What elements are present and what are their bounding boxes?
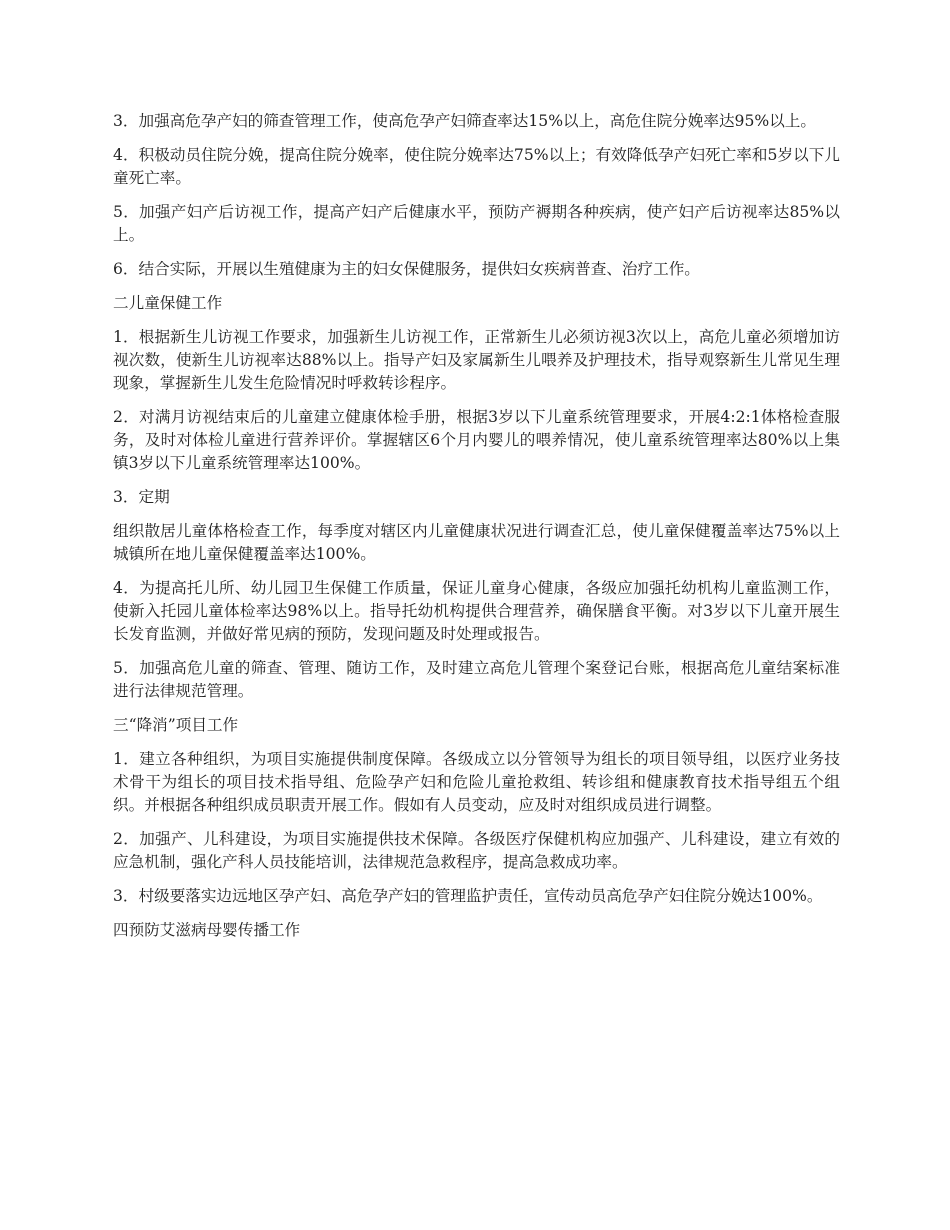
paragraph-hospital-delivery: 4．积极动员住院分娩，提高住院分娩率，使住院分娩率达75%以上；有效降低孕产妇死亡率和5岁以下儿童死亡率。 — [113, 146, 840, 187]
section-heading-project-work: 三“降消”项目工作 — [113, 716, 239, 734]
paragraph-high-risk-children: 5．加强高危儿童的筛查、管理、随访工作，及时建立高危儿管理个案登记台账，根据高危儿童结案标准进行法律规范管理。 — [113, 659, 840, 700]
paragraph-postpartum-visit: 5．加强产妇产后访视工作，提高产妇产后健康水平，预防产褥期各种疾病，使产妇产后访视率达85%以上。 — [113, 203, 840, 244]
paragraph-village-level: 3．村级要落实边远地区孕产妇、高危孕产妇的管理监护责任，宣传动员高危孕产妇住院分娩达100%。 — [113, 887, 823, 905]
paragraph-obstetrics-pediatrics: 2．加强产、儿科建设，为项目实施提供技术保障。各级医疗保健机构应加强产、儿科建设，建立有效的应急机制，强化产科人员技能培训，法律规范急救程序，提高急救成功率。 — [113, 830, 840, 871]
document-page — [113, 110, 840, 953]
section-heading-child-health: 二儿童保健工作 — [113, 294, 223, 312]
paragraph-regular: 3．定期 — [113, 488, 170, 506]
paragraph-high-risk-screening: 3．加强高危孕产妇的筛查管理工作，使高危孕产妇筛查率达15%以上，高危住院分娩率达95%以上。 — [113, 112, 816, 130]
paragraph-kindergarten-health: 4．为提高托儿所、幼儿园卫生保健工作质量，保证儿童身心健康，各级应加强托幼机构儿童监测工作，使新入托园儿童体检率达98%以上。指导托幼机构提供合理营养，确保膳食平衡。对3岁以下儿童开展生长发育监测，并做好常见病的预防，发现问题及时处理或报告。 — [113, 579, 840, 643]
paragraph-scattered-children-exam: 组织散居儿童体格检查工作，每季度对辖区内儿童健康状况进行调查汇总，使儿童保健覆盖率达75%以上城镇所在地儿童保健覆盖率达100%。 — [113, 522, 840, 563]
paragraph-newborn-visit: 1．根据新生儿访视工作要求，加强新生儿访视工作，正常新生儿必须访视3次以上，高危儿童必须增加访视次数，使新生儿访视率达88%以上。指导产妇及家属新生儿喂养及护理技术，指导观察新生儿常见生理现象，掌握新生儿发生危险情况时呼救转诊程序。 — [113, 328, 840, 392]
paragraph-organization-setup: 1．建立各种组织，为项目实施提供制度保障。各级成立以分管领导为组长的项目领导组，以医疗业务技术骨干为组长的项目技术指导组、危险孕产妇和危险儿童抢救组、转诊组和健康教育技术指导组五个组织。并根据各种组织成员职责开展工作。假如有人员变动，应及时对组织成员进行调整。 — [113, 750, 840, 814]
paragraph-health-checkup-manual: 2．对满月访视结束后的儿童建立健康体检手册，根据3岁以下儿童系统管理要求，开展4:2:1体格检查服务，及时对体检儿童进行营养评价。掌握辖区6个月内婴儿的喂养情况，使儿童系统管理率达80%以上集镇3岁以下儿童系统管理率达100%。 — [113, 408, 840, 472]
section-heading-aids-prevention: 四预防艾滋病母婴传播工作 — [113, 921, 301, 939]
paragraph-women-health-service: 6．结合实际，开展以生殖健康为主的妇女保健服务，提供妇女疾病普查、治疗工作。 — [113, 260, 700, 278]
